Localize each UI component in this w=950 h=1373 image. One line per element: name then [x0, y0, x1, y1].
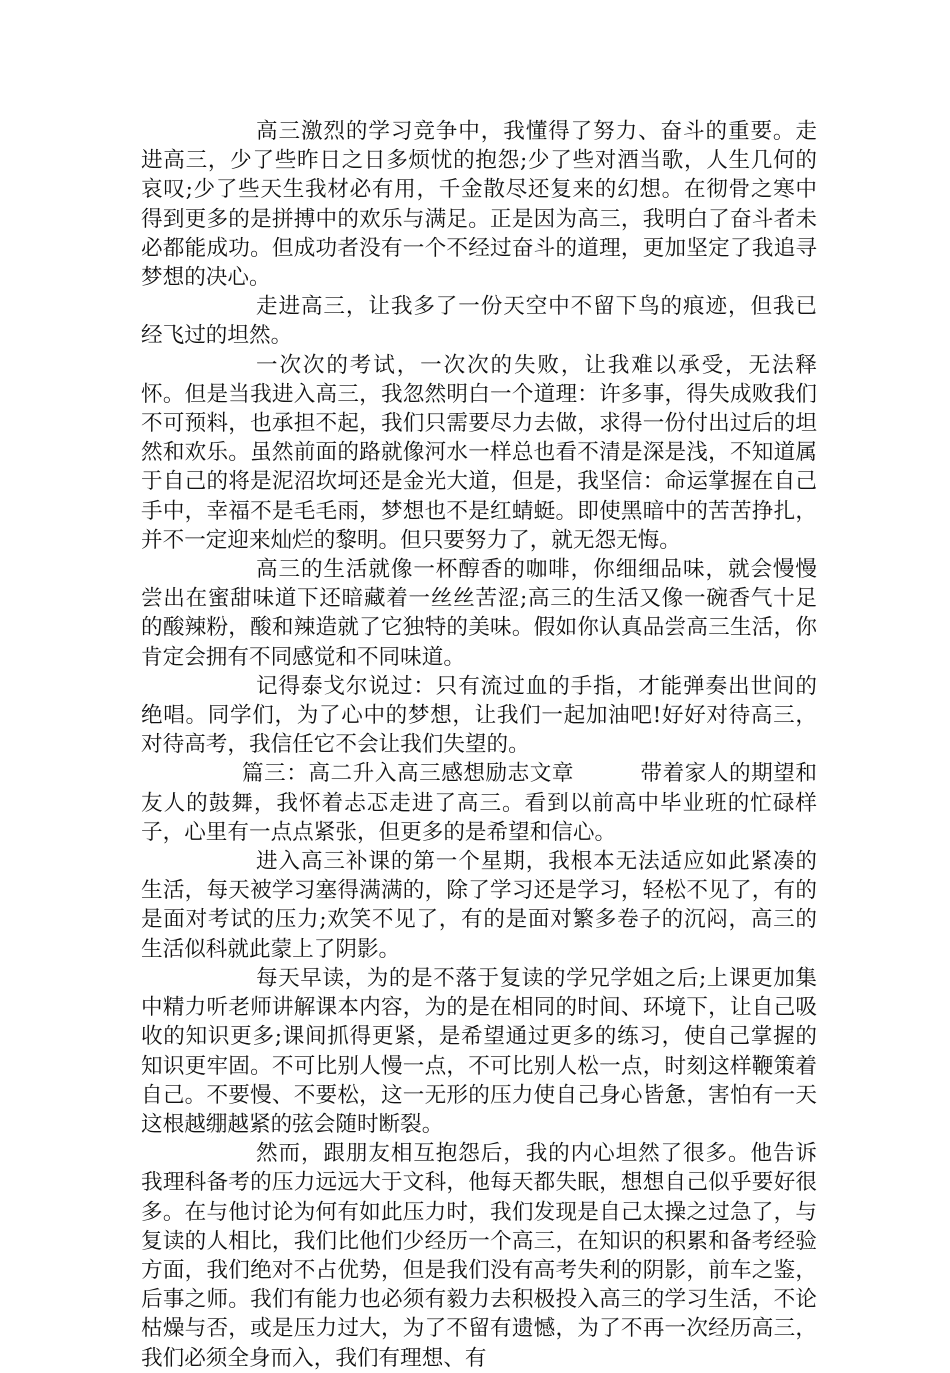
paragraph-1: 高三激烈的学习竞争中，我懂得了努力、奋斗的重要。走进高三，少了些昨日之日多烦忧的抱怨;少了些对酒当歌，人生几何的哀叹;少了些天生我材必有用，千金散尽还复来的幻想。在彻骨之寒中得到更多的是拼搏中的欢乐与满足。正是因为高三，我明白了奋斗者未必都能成功。但成功者没有一个不经过奋斗的道理，更加坚定了我追寻梦想的决心。	[141, 119, 817, 291]
paragraph-2: 走进高三，让我多了一份天空中不留下鸟的痕迹，但我已经飞过的坦然。	[141, 294, 817, 349]
paragraph-9: 然而，跟朋友相互抱怨后，我的内心坦然了很多。他告诉我理科备考的压力远远大于文科，他每天都失眠，想想自己似乎要好很多。在与他讨论为何有如此压力时，我们发现是自己太操之过急了，与复读的人相比，我们比他们少经历一个高三，在知识的积累和备考经验方面，我们绝对不占优势，但是我们没有高考失利的阴影，前车之鉴，后事之师。我们有能力也必须有毅力去积极投入高三的学习生活，不论枯燥与否，或是压力过大，为了不留有遗憾，为了不再一次经历高三，我们必须全身而入，我们有理想、有	[141, 1141, 817, 1371]
paragraph-6-section-heading: 篇三：高二升入高三感想励志文章 带着家人的期望和友人的鼓舞，我怀着忐忑走进了高三。看到以前高中毕业班的忙碌样子，心里有一点点紧张，但更多的是希望和信心。	[141, 761, 817, 845]
document-body	[141, 117, 817, 1373]
paragraph-7: 进入高三补课的第一个星期，我根本无法适应如此紧凑的生活，每天被学习塞得满满的，除了学习还是学习，轻松不见了，有的是面对考试的压力;欢笑不见了，有的是面对繁多卷子的沉闷，高三的生活似科就此蒙上了阴影。	[141, 849, 817, 962]
paragraph-8: 每天早读，为的是不落于复读的学兄学姐之后;上课更加集中精力听老师讲解课本内容，为的是在相同的时间、环境下，让自己吸收的知识更多;课间抓得更紧，是希望通过更多的练习，使自己掌握的知识更牢固。不可比别人慢一点，不可比别人松一点，时刻这样鞭策着自己。不要慢、不要松，这一无形的压力使自己身心皆惫，害怕有一天这根越绷越紧的弦会随时断裂。	[141, 965, 817, 1137]
paragraph-3: 一次次的考试，一次次的失败，让我难以承受，无法释怀。但是当我进入高三，我忽然明白一个道理：许多事，得失成败我们不可预料，也承担不起，我们只需要尽力去做，求得一份付出过后的坦然和欢乐。虽然前面的路就像河水一样总也看不清是深是浅，不知道属于自己的将是泥沼坎坷还是金光大道，但是，我坚信：命运掌握在自己手中，幸福不是毛毛雨，梦想也不是红蜻蜓。即使黑暗中的苦苦挣扎，并不一定迎来灿烂的黎明。但只要努力了，就无怨无悔。	[141, 352, 817, 553]
paragraph-4: 高三的生活就像一杯醇香的咖啡，你细细品味，就会慢慢尝出在蜜甜味道下还暗藏着一丝丝苦涩;高三的生活又像一碗香气十足的酸辣粉，酸和辣造就了它独特的美味。假如你认真品尝高三生活，你肯定会拥有不同感觉和不同味道。	[141, 557, 817, 670]
paragraph-5: 记得泰戈尔说过：只有流过血的手指，才能弹奏出世间的绝唱。同学们，为了心中的梦想，让我们一起加油吧!好好对待高三，对待高考，我信任它不会让我们失望的。	[141, 673, 817, 758]
